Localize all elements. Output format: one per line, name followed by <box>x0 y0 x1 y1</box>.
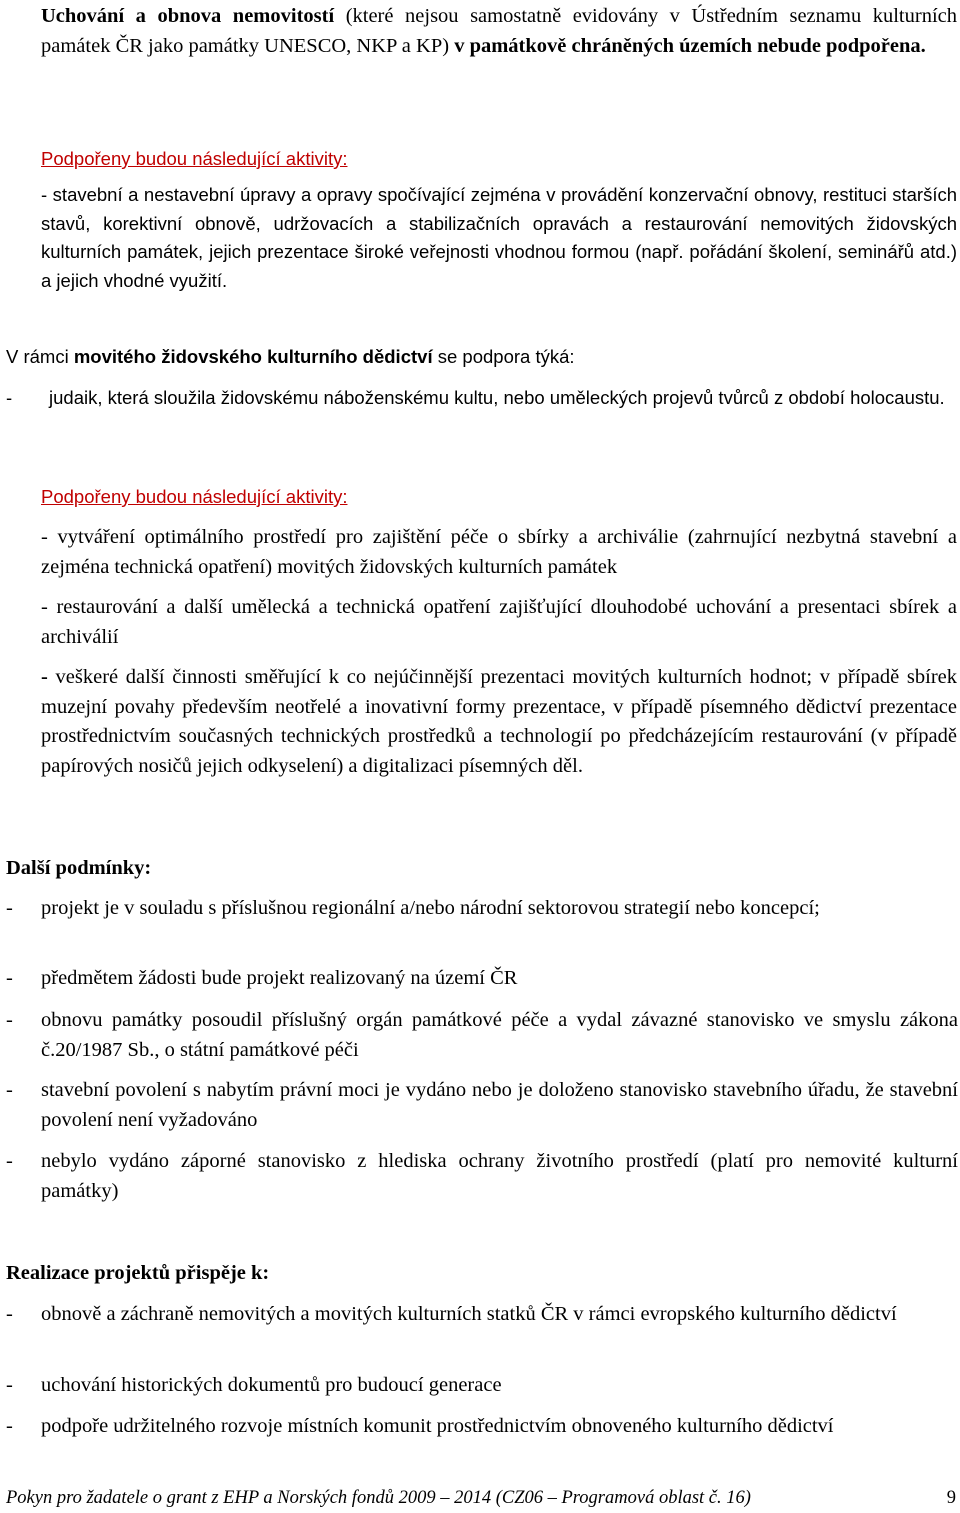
realization-heading <box>6 1259 958 1289</box>
intro-paragraph <box>41 2 957 61</box>
realization-text: obnově a záchraně nemovitých a movitých kulturních statků ČR v rámci evropského kulturního dědictví <box>41 1303 897 1325</box>
list-dash: - <box>6 1374 13 1396</box>
list-dash: - <box>6 1303 13 1325</box>
realization-text: podpoře udržitelného rozvoje místních komunit prostřednictvím obnoveného kulturního dědictví <box>41 1415 834 1437</box>
movable-activity-item-2: - restaurování a další umělecká a technická opatření zajišťující dlouhodobé uchování a presentaci sbírek a archiválií <box>41 596 957 648</box>
realization-heading-text: Realizace projektů přispěje k: <box>6 1262 270 1284</box>
condition-text: obnovu památky posoudil příslušný orgán památkové péče a vydal závazné stanovisko ve smyslu zákona č.20/1987 Sb., o státní památkové péči <box>41 1009 958 1061</box>
movable-activity-item-3 <box>41 663 957 781</box>
conditions-heading <box>6 854 958 884</box>
condition-item <box>6 1006 958 1065</box>
condition-text: stavební povolení s nabytím právní moci je vydáno nebo je doloženo stanovisko stavebního úřadu, že stavební povolení není vyžadováno <box>41 1079 958 1131</box>
condition-item <box>6 894 958 924</box>
list-dash: - <box>6 1009 13 1031</box>
page-footer <box>6 1486 956 1510</box>
list-dash: - <box>6 1079 13 1101</box>
intro-bold-1: Uchování a obnova nemovitostí <box>41 5 335 27</box>
intro-text: (které nejsou samostatně evidovány v Ústředním seznamu kulturních památek ČR jako památky UNESCO, NKP a KP) <box>41 5 957 57</box>
condition-item <box>6 1076 958 1135</box>
section-heading-immovable <box>41 145 957 174</box>
list-dash: - <box>6 967 13 989</box>
page-number: 9 <box>946 1488 956 1508</box>
movable-activity-item-1: - vytváření optimálního prostředí pro zajištění péče o sbírky a archiválie (zahrnující nezbytná stavební a zejména technická opatření) movitých židovských kulturních památek <box>41 526 957 578</box>
section-heading-movable <box>41 483 957 512</box>
bold-dash: - <box>41 666 48 688</box>
movable-activities-heading: Podpořeny budou následující aktivity: <box>41 486 348 507</box>
intro-bold-2: v památkově chráněných územích nebude podpořena. <box>454 34 926 57</box>
realization-item <box>6 1371 958 1401</box>
list-dash: - <box>6 897 13 919</box>
condition-text: nebylo vydáno záporné stanovisko z hlediska ochrany životního prostředí (platí pro nemovité kulturní památky) <box>41 1150 958 1202</box>
realization-item <box>6 1412 958 1442</box>
condition-text: projekt je v souladu s příslušnou regionální a/nebo národní sektorovou strategií nebo koncepcí; <box>41 897 820 919</box>
immovable-activities-heading: Podpořeny budou následující aktivity: <box>41 148 348 169</box>
list-dash: - <box>6 1150 13 1172</box>
lead-post: se podpora týká: <box>432 346 575 367</box>
conditions-heading-text: Další podmínky: <box>6 857 152 879</box>
movable-heritage-item <box>6 384 958 413</box>
list-dash: - <box>6 1415 13 1437</box>
footer-text: Pokyn pro žadatele o grant z EHP a Norských fondů 2009 – 2014 (CZ06 – Programová oblast č. 16) <box>6 1488 751 1508</box>
condition-item <box>6 1147 958 1206</box>
condition-item <box>6 964 958 994</box>
judaica-text: judaik, která sloužila židovskému náboženskému kultu, nebo uměleckých projevů tvůrců z období holocaustu. <box>49 387 945 408</box>
list-dash: - <box>6 387 13 408</box>
condition-text: předmětem žádosti bude projekt realizovaný na území ČR <box>41 967 518 989</box>
lead-pre: V rámci <box>6 346 74 367</box>
realization-item <box>6 1300 958 1330</box>
realization-text: uchování historických dokumentů pro budoucí generace <box>41 1374 502 1396</box>
item3-text: veškeré další činnosti směřující k co nejúčinnější prezentaci movitých kulturních hodnot; v případě sbírek muzejní povahy především neotřelé a inovativní formy prezentace, v případě písemného dědictví prezentace prostřednictvím současných technických prostředků a technologií po předcházejícím restaurování (v případě papírových nosičů jejich odkyselení) a digitalizaci písemných děl. <box>41 666 957 777</box>
immovable-activity-item: - stavební a nestavební úpravy a opravy spočívající zejména v provádění konzervační obnovy, restituci starších stavů, korektivní obnově, udržovacích a stabilizačních opravách a restaurování nemovitých židovských kulturních památek, jejich prezentace široké veřejnosti vhodnou formou (např. pořádání školení, seminářů atd.) a jejich vhodné využití. <box>41 184 957 291</box>
movable-heritage-lead <box>6 343 958 372</box>
lead-bold: movitého židovského kulturního dědictví <box>73 346 433 367</box>
